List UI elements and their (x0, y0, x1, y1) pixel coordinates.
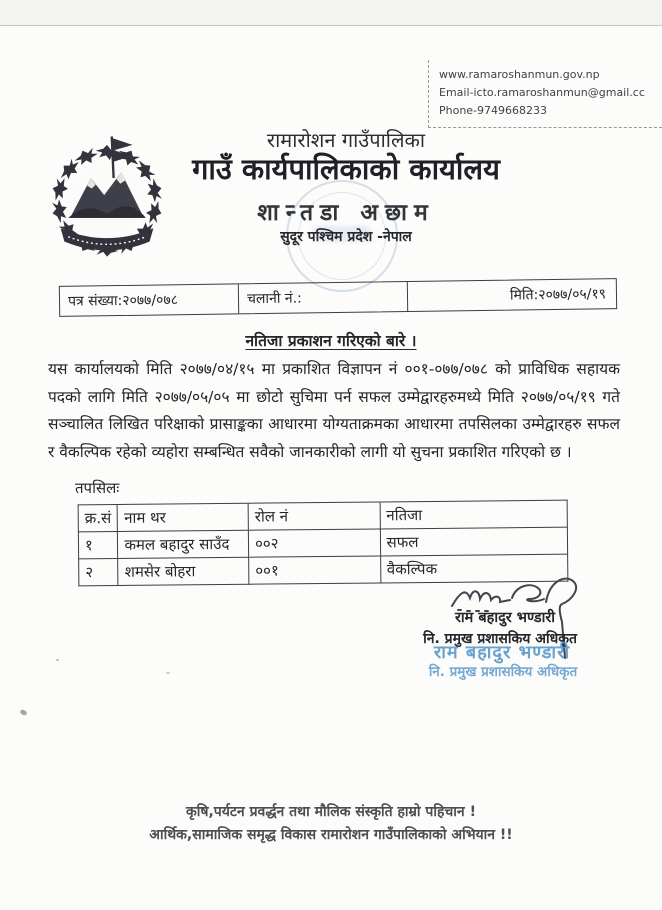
stamp-title: नि. प्रमुख प्रशासकिय अधिकृत (428, 664, 578, 680)
subject-line (0, 329, 662, 351)
footer-slogan-2: आर्थिक,सामाजिक समृद्ध विकास रामारोशन गाउँपालिकाको अभियान !! (149, 827, 513, 843)
dispatch-number: चलानी नं.: (238, 282, 407, 313)
contact-phone: Phone-9749668233 (439, 104, 548, 118)
scan-top-edge (0, 0, 662, 26)
contact-email: Email-icto.ramaroshanmun@gmail.cc (439, 86, 645, 100)
footer-slogan-1: कृषि,पर्यटन प्रवर्द्धन तथा मौलिक संस्कृति हाम्रो पहिचान ! (186, 804, 476, 820)
col-header-sn: क्र.सं (78, 504, 118, 531)
header-province: सुदूर पश्चिम प्रदेश -नेपाल (280, 229, 412, 245)
col-header-result: नतिजा (380, 500, 568, 529)
cell-roll: ००१ (249, 556, 381, 584)
body-paragraph: यस कार्यालयको मिति २०७७/०४/१५ मा प्रकाशित विज्ञापन नं ००१-०७७/०७८ को प्राविधिक सहायक पदको लागि मिति २०७७/०५/०५ मा छोटो सुचिमा पर्न सफल उम्मेद्वारहरुमध्ये मिति २०७७/०५/१९ गते सञ्चालित लिखित परिक्षाको प्रासाङ्कका आधारमा योग्यताक्रमका आधारमा तपसिलका उम्मेद्वारहरु सफल र वैकल्पिक रहेको व्यहोरा सम्बन्धित सवैको जानकारीको लागी यो सुचना प्रकाशित गरिएको छ । (48, 360, 620, 461)
cell-result: सफल (380, 527, 568, 556)
cell-name: शमसेर बोहरा (118, 557, 249, 585)
signatory-title: नि. प्रमुख प्रशासकिय अधिकृत (423, 631, 577, 647)
cell-name: कमल बहादुर साउँद (118, 530, 249, 558)
scan-speck (19, 709, 27, 716)
schedule-label: तपसिलः (75, 479, 120, 497)
letter-date: मिति:२०७७/०५/१९ (407, 279, 616, 311)
cell-sn: १ (78, 531, 118, 558)
stamp-name: राम बहादुर भण्डारी (433, 642, 571, 663)
cell-sn: २ (79, 558, 119, 585)
cell-roll: ००२ (248, 529, 380, 557)
col-header-name: नाम थर (118, 503, 249, 531)
header-office-title: गाउँ कार्यपालिकाको कार्यालय (192, 152, 500, 186)
contact-website: www.ramaroshanmun.gov.np (439, 68, 600, 81)
scan-speck (166, 672, 170, 674)
col-header-roll: रोल नं (248, 502, 380, 530)
header-municipality: रामारोशन गाउँपालिका (266, 128, 426, 152)
header-place: शान्तडा अछाम (257, 200, 435, 226)
letter-number: पत्र संख्या:२०७७/०७८ (67, 292, 179, 310)
signatory-name: राम बहादुर भण्डारी (454, 610, 556, 626)
reference-bar (59, 278, 617, 317)
scan-speck (56, 659, 59, 661)
subject-text: नतिजा प्रकाशन गरिएको बारे । (245, 332, 417, 350)
contact-box (428, 60, 662, 128)
cell-result: वैकल्पिक (380, 554, 568, 583)
